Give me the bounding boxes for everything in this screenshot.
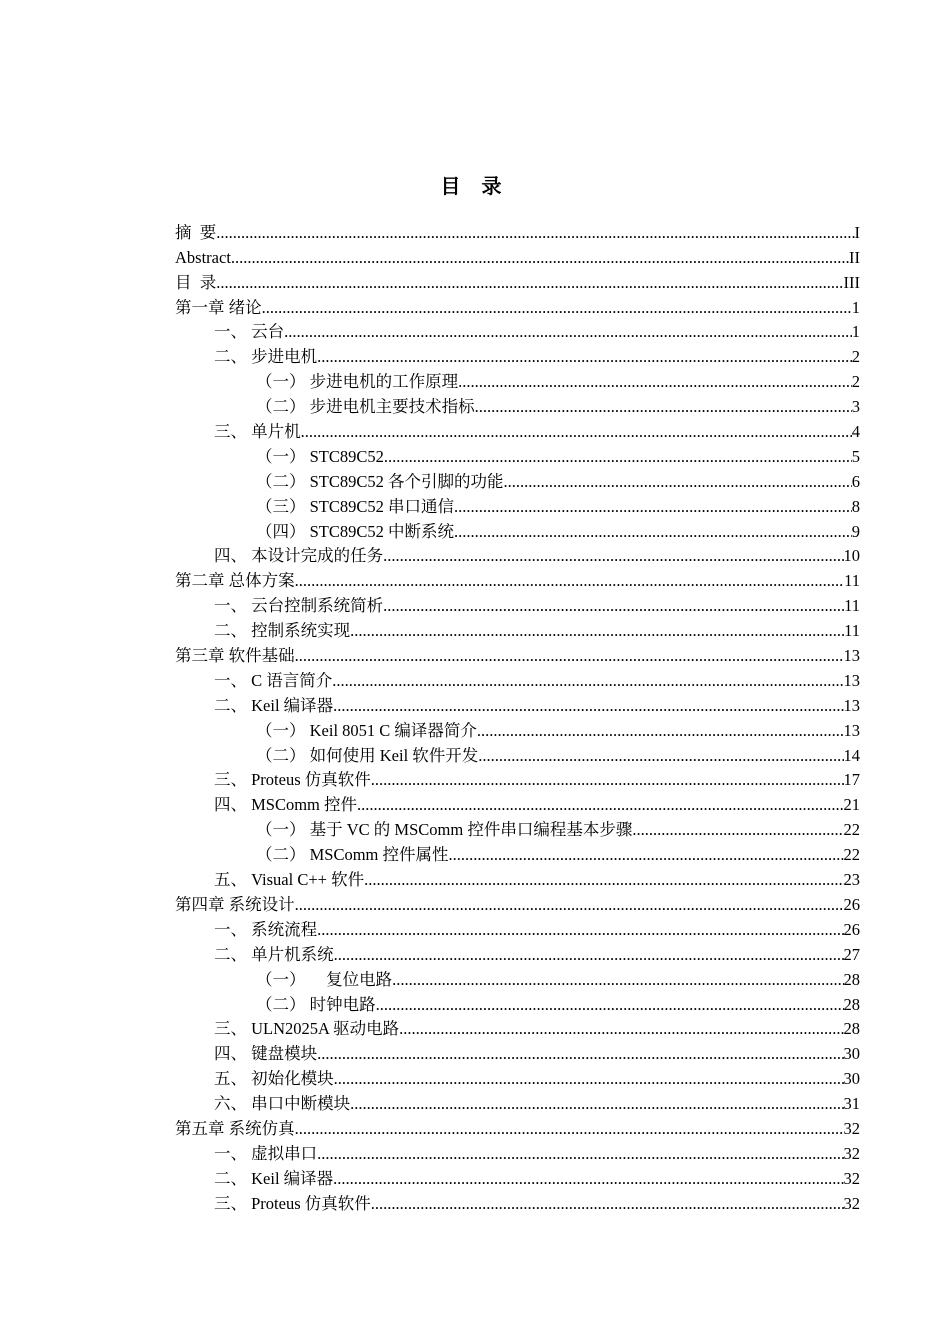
toc-entry-title: 二、 步进电机 — [214, 347, 318, 367]
toc-leader-dots — [334, 1069, 844, 1089]
toc-entry[interactable] — [175, 1064, 860, 1089]
toc-entry[interactable] — [175, 1189, 860, 1214]
toc-leader-dots — [262, 298, 852, 318]
toc-leader-dots — [284, 322, 852, 342]
toc-entry[interactable] — [175, 566, 860, 591]
toc-entry-page-number: 1 — [851, 322, 860, 342]
toc-entry[interactable] — [175, 1039, 860, 1064]
toc-entry-page-number: 11 — [844, 571, 860, 591]
toc-entry-title: 四、 本设计完成的任务 — [214, 546, 384, 566]
toc-leader-dots — [216, 273, 843, 293]
toc-entry-title: （一） 步进电机的工作原理 — [256, 372, 459, 392]
toc-entry[interactable] — [175, 442, 860, 467]
toc-entry[interactable] — [175, 243, 860, 268]
toc-entry-title: 一、 系统流程 — [214, 919, 318, 939]
toc-entry-title: （一） STC89C52 — [256, 446, 384, 466]
toc-leader-dots — [477, 721, 844, 741]
toc-entry[interactable] — [175, 392, 860, 417]
toc-entry-page-number: 26 — [843, 894, 860, 914]
toc-leader-dots — [632, 820, 843, 840]
toc-leader-dots — [216, 223, 854, 243]
toc-entry[interactable] — [175, 492, 860, 517]
toc-entry-page-number: 5 — [851, 446, 860, 466]
toc-leader-dots — [295, 895, 844, 915]
toc-entry-title: 第四章 系统设计 — [175, 894, 295, 914]
toc-leader-dots — [317, 1044, 843, 1064]
toc-entry-title: （二） 如何使用 Keil 软件开发 — [256, 745, 479, 765]
toc-leader-dots — [350, 1094, 843, 1114]
toc-entry-page-number: 21 — [843, 795, 860, 815]
toc-entry-title: 一、 虚拟串口 — [214, 1143, 318, 1163]
toc-leader-dots — [350, 621, 844, 641]
toc-leader-dots — [295, 571, 844, 591]
toc-leader-dots — [449, 845, 844, 865]
toc-entry-title: 六、 串口中断模块 — [214, 1094, 351, 1114]
toc-entry[interactable] — [175, 1164, 860, 1189]
toc-leader-dots — [332, 671, 843, 691]
toc-entry-title: 第一章 绪论 — [175, 297, 262, 317]
toc-entry-title: （二） 步进电机主要技术指标 — [256, 397, 475, 417]
toc-leader-dots — [333, 1169, 843, 1189]
toc-entry-title: 一、 云台控制系统简析 — [214, 596, 384, 616]
toc-entry-page-number: 13 — [843, 646, 860, 666]
toc-entry-page-number: 6 — [851, 471, 860, 491]
toc-entry-title: 一、 C 语言简介 — [214, 670, 333, 690]
toc-entry-page-number: 9 — [851, 521, 860, 541]
toc-entry[interactable] — [175, 641, 860, 666]
page-title: 目 录 — [440, 176, 510, 198]
toc-entry-page-number: 1 — [851, 297, 860, 317]
toc-entry-page-number: 32 — [843, 1118, 860, 1138]
toc-entry-page-number: 31 — [843, 1094, 860, 1114]
toc-entry-title: 第五章 系统仿真 — [175, 1118, 295, 1138]
toc-entry-title: 二、 Keil 编译器 — [214, 1168, 334, 1188]
toc-entry[interactable] — [175, 666, 860, 691]
toc-entry-page-number: 32 — [843, 1143, 860, 1163]
toc-leader-dots — [301, 422, 852, 442]
toc-entry-title: 三、 Proteus 仿真软件 — [214, 1193, 371, 1213]
toc-entry[interactable] — [175, 542, 860, 567]
toc-entry[interactable] — [175, 940, 860, 965]
toc-entry-page-number: 23 — [843, 870, 860, 890]
toc-entry[interactable] — [175, 716, 860, 741]
toc-entry-page-number: 22 — [843, 845, 860, 865]
toc-leader-dots — [454, 522, 852, 542]
toc-entry-title: （二） MSComm 控件属性 — [256, 845, 449, 865]
toc-entry[interactable] — [175, 517, 860, 542]
toc-entry-page-number: 32 — [843, 1193, 860, 1213]
toc-entry-title: 五、 Visual C++ 软件 — [214, 870, 365, 890]
toc-entry[interactable] — [175, 342, 860, 367]
toc-entry-page-number: II — [849, 247, 860, 267]
toc-entry[interactable] — [175, 815, 860, 840]
toc-entry[interactable] — [175, 865, 860, 890]
toc-entry-page-number: 28 — [843, 1019, 860, 1039]
toc-leader-dots — [317, 1144, 843, 1164]
toc-leader-dots — [371, 770, 844, 790]
toc-entry-page-number: 28 — [843, 969, 860, 989]
toc-entry-title: （一） 基于 VC 的 MSComm 控件串口编程基本步骤 — [256, 820, 633, 840]
toc-entry-page-number: 28 — [843, 994, 860, 1014]
toc-entry-page-number: 2 — [851, 347, 860, 367]
toc-entry-page-number: I — [854, 222, 860, 242]
toc-leader-dots — [475, 397, 852, 417]
toc-leader-dots — [399, 1019, 843, 1039]
toc-entry-page-number: 32 — [843, 1168, 860, 1188]
toc-entry-title: （一） Keil 8051 C 编译器简介 — [256, 720, 477, 740]
toc-entry[interactable] — [175, 790, 860, 815]
toc-entry-title: 摘 要 — [175, 222, 217, 242]
toc-entry[interactable] — [175, 367, 860, 392]
toc-entry-title: 三、 单片机 — [214, 422, 301, 442]
toc-entry[interactable] — [175, 890, 860, 915]
toc-leader-dots — [295, 1119, 844, 1139]
toc-entry-page-number: 13 — [843, 670, 860, 690]
toc-entry-title: （四） STC89C52 中断系统 — [256, 521, 455, 541]
toc-entry-page-number: 13 — [843, 720, 860, 740]
toc-entry[interactable] — [175, 318, 860, 343]
toc-entry-page-number: 4 — [851, 422, 860, 442]
toc-entry-page-number: 26 — [843, 919, 860, 939]
toc-entry[interactable] — [175, 591, 860, 616]
toc-entry-page-number: 27 — [843, 944, 860, 964]
toc-entry[interactable] — [175, 293, 860, 318]
toc-entry-page-number: 13 — [843, 695, 860, 715]
toc-entry-title: （一） 复位电路 — [256, 969, 393, 989]
toc-entry-title: 三、 ULN2025A 驱动电路 — [214, 1019, 400, 1039]
toc-entry-title: 目 录 — [175, 272, 217, 292]
toc-leader-dots — [371, 1194, 844, 1214]
toc-entry-title: 第三章 软件基础 — [175, 646, 295, 666]
toc-entry-title: （二） STC89C52 各个引脚的功能 — [256, 471, 504, 491]
toc-entry[interactable] — [175, 1114, 860, 1139]
toc-entry-title: 三、 Proteus 仿真软件 — [214, 770, 371, 790]
toc-entry-title: 一、 云台 — [214, 322, 285, 342]
toc-entry[interactable] — [175, 1015, 860, 1040]
toc-entry[interactable] — [175, 691, 860, 716]
toc-leader-dots — [376, 995, 844, 1015]
toc-entry[interactable] — [175, 840, 860, 865]
toc-entry-page-number: III — [843, 272, 860, 292]
toc-entry-page-number: 30 — [843, 1069, 860, 1089]
toc-leader-dots — [504, 472, 852, 492]
toc-leader-dots — [333, 696, 843, 716]
toc-entry-page-number: 22 — [843, 820, 860, 840]
toc-entry-title: （二） 时钟电路 — [256, 994, 376, 1014]
toc-entry-title: 四、 键盘模块 — [214, 1044, 318, 1064]
toc-leader-dots — [454, 497, 852, 517]
toc-leader-dots — [458, 372, 852, 392]
toc-leader-dots — [392, 970, 843, 990]
toc-leader-dots — [383, 596, 844, 616]
toc-leader-dots — [478, 746, 843, 766]
toc-leader-dots — [357, 795, 843, 815]
toc-entry-title: 二、 控制系统实现 — [214, 621, 351, 641]
toc-entry-title: （三） STC89C52 串口通信 — [256, 496, 455, 516]
toc-leader-dots — [334, 945, 844, 965]
toc-entry-title: 四、 MSComm 控件 — [214, 795, 358, 815]
toc-entry-page-number: 3 — [851, 397, 860, 417]
toc-entry[interactable] — [175, 741, 860, 766]
toc-leader-dots — [364, 870, 843, 890]
toc-entry-page-number: 11 — [844, 596, 860, 616]
toc-leader-dots — [384, 447, 852, 467]
toc-entry-title: Abstract — [175, 247, 231, 267]
toc-entry-page-number: 11 — [844, 621, 860, 641]
toc-leader-dots — [383, 546, 843, 566]
toc-entry-page-number: 10 — [843, 546, 860, 566]
toc-entry[interactable] — [175, 467, 860, 492]
toc-entry[interactable] — [175, 1089, 860, 1114]
toc-entry-title: 五、 初始化模块 — [214, 1069, 334, 1089]
toc-entry-page-number: 14 — [843, 745, 860, 765]
toc-entry[interactable] — [175, 1139, 860, 1164]
toc-entry-title: 二、 Keil 编译器 — [214, 695, 334, 715]
toc-entry-page-number: 8 — [851, 496, 860, 516]
toc-entry-page-number: 30 — [843, 1044, 860, 1064]
toc-leader-dots — [231, 248, 849, 268]
table-of-contents — [175, 218, 860, 1214]
toc-leader-dots — [295, 646, 844, 666]
toc-entry-page-number: 17 — [843, 770, 860, 790]
toc-entry[interactable] — [175, 915, 860, 940]
toc-entry[interactable] — [175, 990, 860, 1015]
toc-entry-title: 第二章 总体方案 — [175, 571, 295, 591]
toc-entry-page-number: 2 — [851, 372, 860, 392]
toc-entry[interactable] — [175, 417, 860, 442]
toc-entry[interactable] — [175, 218, 860, 243]
toc-leader-dots — [317, 920, 843, 940]
toc-entry[interactable] — [175, 268, 860, 293]
toc-entry-title: 二、 单片机系统 — [214, 944, 334, 964]
toc-leader-dots — [317, 347, 852, 367]
toc-entry[interactable] — [175, 965, 860, 990]
toc-entry[interactable] — [175, 616, 860, 641]
toc-entry[interactable] — [175, 766, 860, 791]
